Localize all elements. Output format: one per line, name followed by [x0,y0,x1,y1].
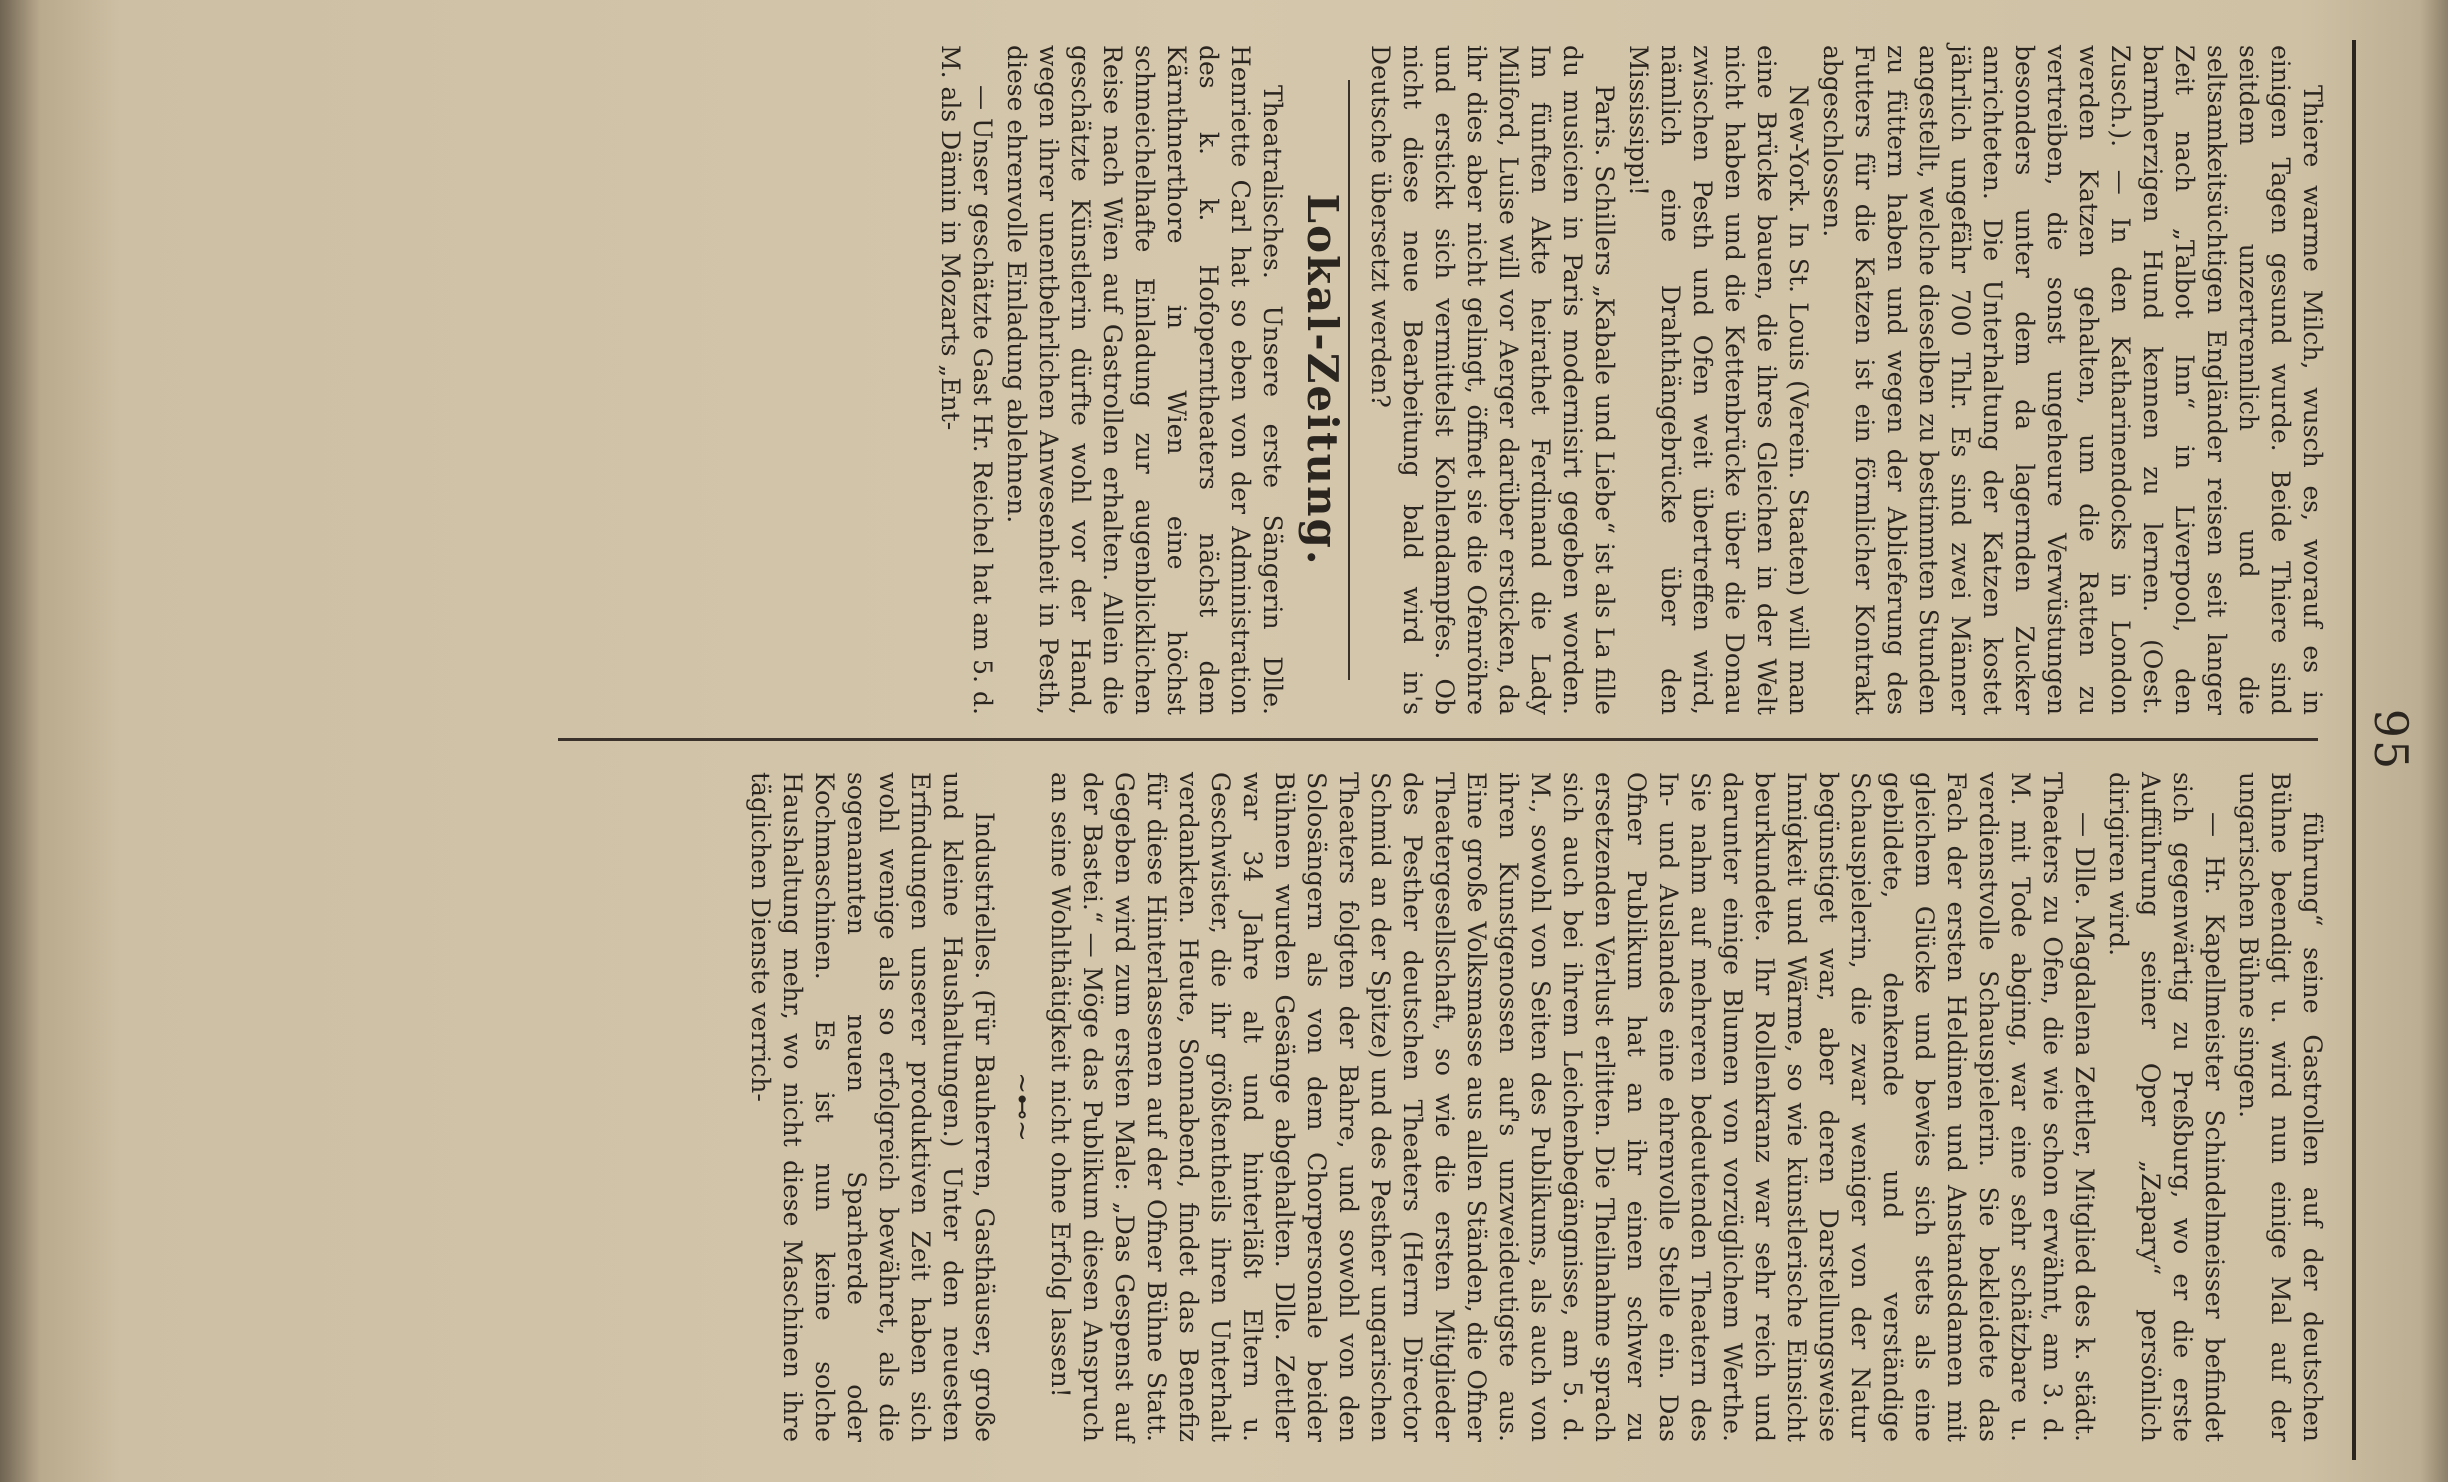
article-animals: Thiere warme Milch, wusch es, worauf es in einigen Tagen gesund wurde. Beide Thiere sind seitdem unzertrennlich und die seltsamkeitsüchtigen Engländer reisen seit langer Zeit nach „Talbot Inn“ in Liverpool, den barmherzigen Hund kennen zu lernen. (Oest. Zusch.). — In den Katharinendocks in London werden Katzen gehalten, um die Ratten zu vertreiben, die sonst ungeheure Verwüstungen besonders unter dem da lagernden Zucker anrichteten. Die Unterhaltung der Katzen kostet jährlich ungefähr 700 Thlr. Es sind zwei Männer angestellt, welche dieselben zu bestimmten Stunden zu füttern haben und wegen der Ablieferung des Futters für die Katzen ist ein förmlicher Kontrakt abgeschlossen. [1818,45,2327,715]
right-column [744,772,2328,1442]
page-number: 95 [2364,708,2418,772]
article-schindelmeisser: — Hr. Kapellmeister Schindelmeisser befindet sich gegenwärtig zu Preßburg, wo er die erste Aufführung seiner Oper „Zapary“ persönlich dirigiren wird. [2104,772,2229,1442]
header-rule [2352,40,2356,1460]
section-title-lokal-zeitung: Lokal-Zeitung. [1298,193,1347,567]
article-theatralisches: Theatralisches. Unsere erste Sängerin Dlle. Henriette Carl hat so eben von der Administration des k. k. Hofoperntheaters nächst dem Kärnthnerthore in Wien eine höchst schmeichelhafte Einladung zur augenblicklichen Reise nach Wien auf Gastrollen erhalten. Allein die geschätzte Künstlerin dürfte wohl vor der Hand, wegen ihrer unentbehrlichen Anwesenheit in Pesth, diese ehrenvolle Einladung ablehnen. [1002,45,1287,715]
article-new-york: New-York. In St. Louis (Verein. Staaten) will man eine Brücke bauen, die ihres Gleichen in der Welt nicht haben und die Kettenbrücke über die Donau zwischen Pesth und Ofen weit übertreffen wird, nämlich eine Drahthängebrücke über den Mississippi! [1624,45,1813,715]
column-divider [558,738,2318,741]
ornament-divider: ~⊷~ [1007,1072,1037,1142]
article-industrielles: Industrielles. (Für Bauherren, Gasthäuser, große und kleine Haushaltungen.) Unter den neuesten Erfindungen unserer produktiven Zeit haben sich wohl wenige als so erfolgreich bewähret, als die sogenannten neuen Sparherde oder Kochmaschinen. Es ist nun keine solche Haushaltung mehr, wo nicht diese Maschinen ihre täglichen Dienste verrich- [746,772,999,1442]
article-zettler: — Dlle. Magdalena Zettler, Mitglied des k. städt. Theaters zu Ofen, die wie schon erwähnt, am 3. d. M. mit Tode abging, war eine sehr schätzbare u. verdienstvolle Schauspielerin. Sie bekleidete das Fach der ersten Heldinen und Anstandsdamen mit gleichem Glücke und bewies sich stets als eine gebildete, denkende und verständige Schauspielerin, die zwar weniger von der Natur begünstiget war, aber deren Darstellungsweise Innigkeit und Wärme, so wie künstlerische Einsicht beurkundete. Ihr Rollenkranz war sehr reich und darunter einige Blumen von vorzüglichem Werthe. Sie nahm auf mehreren bedeutenden Theatern des In- und Auslandes eine ehrenvolle Stelle ein. Das Ofner Publikum hat an ihr einen schwer zu ersetzenden Verlust erlitten. Die Theilnahme sprach sich auch bei ihrem Leichenbegängnisse, am 5. d. M., sowohl von Seiten des Publikums, als auch von ihren Kunstgenossen auf's unzweideutigste aus. Eine große Volksmasse aus allen Ständen, die Ofner Theatergesellschaft, so wie die ersten Mitglieder des Pesther deutschen Theaters (Herrn Director Schmid an der Spitze) und des Pesther ungarischen Theaters folgten der Bahre, und sowohl von den Solosängern als von dem Chorpersonale beider Bühnen wurden Gesänge abgehalten. Dlle. Zettler war 34 Jahre alt und hinterläßt Eltern u. Geschwister, die ihr größtentheils ihren Unterhalt verdankten. Heute, Sonnabend, findet das Benefiz für diese Hinterlassenen auf der Ofner Bühne Statt. Gegeben wird zum ersten Male: „Das Gespenst auf der Bastei.“ — Möge das Publikum diesen Anspruch an seine Wohlthätigkeit nicht ohne Erfolg lassen! [1046,772,2099,1442]
left-column [934,45,2328,715]
section-rule [1348,80,1350,680]
article-paris: Paris. Schillers „Kabale und Liebe“ ist als La fille du musicien in Paris modernisirt gegeben worden. Im fünften Akte heirathet Ferdinand die Lady Milford, Luise will vor Aerger darüber ersticken, da ihr dies aber nicht gelingt, öffnet sie die Ofenröhre und erstickt sich vermittelst Kohlendampfes. Ob nicht diese neue Bearbeitung bald wird in's Deutsche übersetzt werden? [1366,45,1619,715]
article-reichel-continued: führung“ seine Gastrollen auf der deutschen Bühne beendigt u. wird nun einige Mal auf der ungarischen Bühne singen. [2234,772,2327,1442]
article-reichel: — Unser geschätzte Gast Hr. Reichel hat am 5. d. M. als Dämin in Mozarts „Ent- [936,45,997,715]
